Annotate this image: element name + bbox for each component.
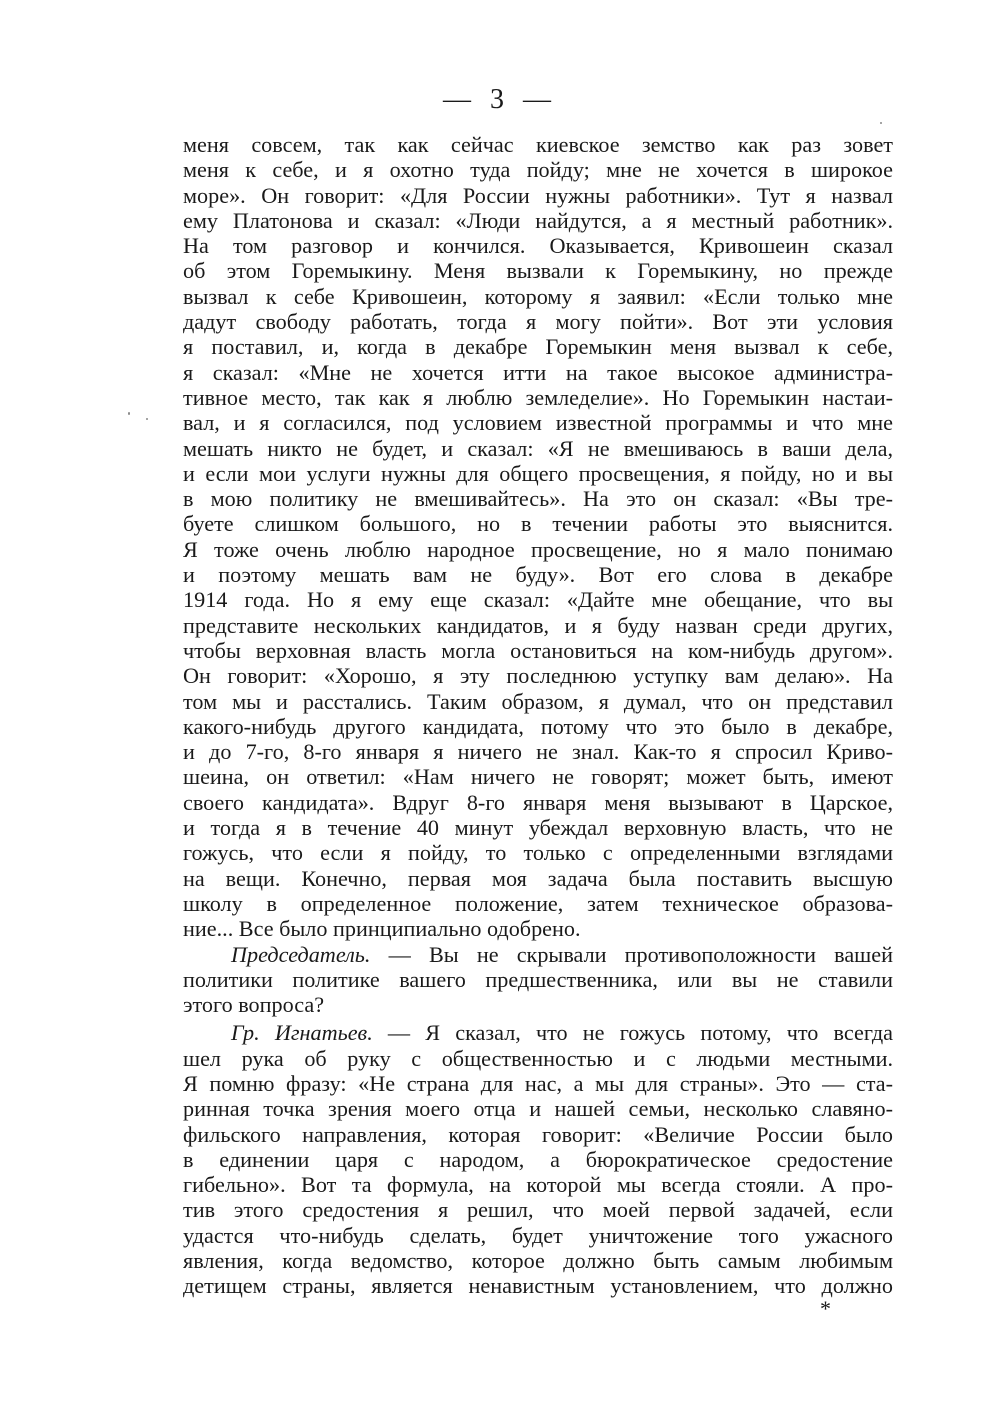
text-line: 1914 года. Но я ему еще сказал: «Дайте мне обещание, что вы [183, 587, 893, 613]
text-line: На том разговор и кончился. Оказывается, Кривошеин сказал [183, 233, 893, 259]
text-line: дадут свободу работать, тогда я могу пойти». Вот эти условия [183, 309, 893, 335]
text-line: буете слишком большого, но в течении работы это выяснится. [183, 511, 893, 537]
scan-speck [146, 418, 148, 420]
text-line: представите нескольких кандидатов, и я буду назван среди других, [183, 612, 893, 638]
main-text [183, 132, 893, 1299]
text-line: какого-нибудь другого кандидата, потому что это было в декабре, [183, 713, 893, 739]
text-line: я поставил, и, когда в декабре Горемыкин меня вызвал к себе, [183, 334, 893, 360]
text-line: в мою политику не вмешивайтесь». На это он сказал: «Вы тре- [183, 486, 893, 512]
speech-line [183, 942, 893, 967]
text-line: шеина, он ответил: «Нам ничего не говорят; может быть, имеют [183, 764, 893, 790]
text-line: Я помню фразу: «Не страна для нас, а мы для страны». Это — ста- [183, 1070, 893, 1096]
text-line: тивное место, так как я люблю земледелие». Но Горемыкин настаи- [183, 384, 893, 410]
text-line: море». Он говорит: «Для России нужны работники». Тут я назвал [183, 182, 893, 208]
text-line: и тогда я в течение 40 минут убеждал верховную власть, что не [183, 815, 893, 841]
text-line: Он говорит: «Хорошо, я эту последнюю уступку вам делаю». На [183, 663, 893, 689]
text-line: том мы и расстались. Таким образом, я думал, что он представил [183, 688, 893, 714]
text-line: гибельно». Вот та формула, на которой мы всегда стояли. А про- [183, 1172, 893, 1198]
text-line: и если мои услуги нужны для общего просвещения, я пойду, но и вы [183, 460, 893, 486]
text-line: и поэтому мешать вам не буду». Вот его слова в декабре [183, 562, 893, 588]
text-line: вал, и я согласился, под условием известной программы и что мне [183, 410, 893, 436]
text-line: тив этого средостения я решил, что моей первой задачей, если [183, 1197, 893, 1223]
speech-text: — Я сказал, что не гожусь потому, что всегда [372, 1020, 893, 1046]
text-line: меня совсем, так как сейчас киевское земство как раз зовет [183, 132, 893, 157]
text-line: меня к себе, и я охотно туда пойду; мне не хочется в широкое [183, 157, 893, 183]
text-line: фильского направления, которая говорит: «Величие России было [183, 1121, 893, 1147]
text-line: этого вопроса? [183, 992, 325, 1018]
text-line: на вещи. Конечно, первая моя задача была поставить высшую [183, 865, 893, 891]
text-line: гожусь, что если я пойду, то только с определенными взглядами [183, 840, 893, 866]
text-line: и до 7-го, 8-го января я ничего не знал. Как-то я спросил Криво- [183, 739, 893, 765]
text-line: вызвал к себе Кривошеин, которому я заявил: «Если только мне [183, 283, 893, 309]
text-line: явления, когда ведомство, которое должно быть самым любимым [183, 1248, 893, 1274]
text-line: удастся что-нибудь сделать, будет уничтожение того ужасного [183, 1222, 893, 1248]
text-line: в единении царя с народом, а бюрократическое средостение [183, 1146, 893, 1172]
text-line: мешать никто не будет, и сказал: «Я не вмешиваюсь в ваши дела, [183, 435, 893, 461]
speaker-name: Председатель. [231, 941, 371, 967]
text-line: Я тоже очень люблю народное просвещение, но я мало понимаю [183, 536, 893, 562]
text-line: чтобы верховная власть могла остановиться на ком-нибудь другом». [183, 637, 893, 663]
text-line: ринная точка зрения моего отца и нашей семьи, несколько славяно- [183, 1096, 893, 1122]
text-line: ние... Все было принципиально одобрено. [183, 916, 581, 942]
footer-asterisk: * [820, 1296, 831, 1321]
scan-speck [128, 412, 130, 415]
text-line: шел рука об руку с общественностью и с людьми местными. [183, 1045, 893, 1071]
speech-text: — Вы не скрывали противоположности вашей [370, 941, 893, 967]
text-line: детищем страны, является ненавистным установлением, что должно [183, 1273, 893, 1299]
scan-speck [880, 122, 882, 124]
text-line: своего кандидата». Вдруг 8-го января меня вызывают в Царское, [183, 789, 893, 815]
speech-line [183, 1020, 893, 1045]
text-line: школу в определенное положение, затем техническое образова- [183, 890, 893, 916]
text-line: ему Платонова и сказал: «Люди найдутся, а я местный работник». [183, 207, 893, 233]
speaker-name: Гр. Игнатьев. [231, 1020, 373, 1046]
text-line: об этом Горемыкину. Меня вызвали к Горемыкину, но прежде [183, 258, 893, 284]
text-line: я сказал: «Мне не хочется итти на такое высокое администра- [183, 359, 893, 385]
text-line: политики политике вашего предшественника, или вы не ставили [183, 966, 893, 992]
page-number: — 3 — [443, 84, 557, 115]
